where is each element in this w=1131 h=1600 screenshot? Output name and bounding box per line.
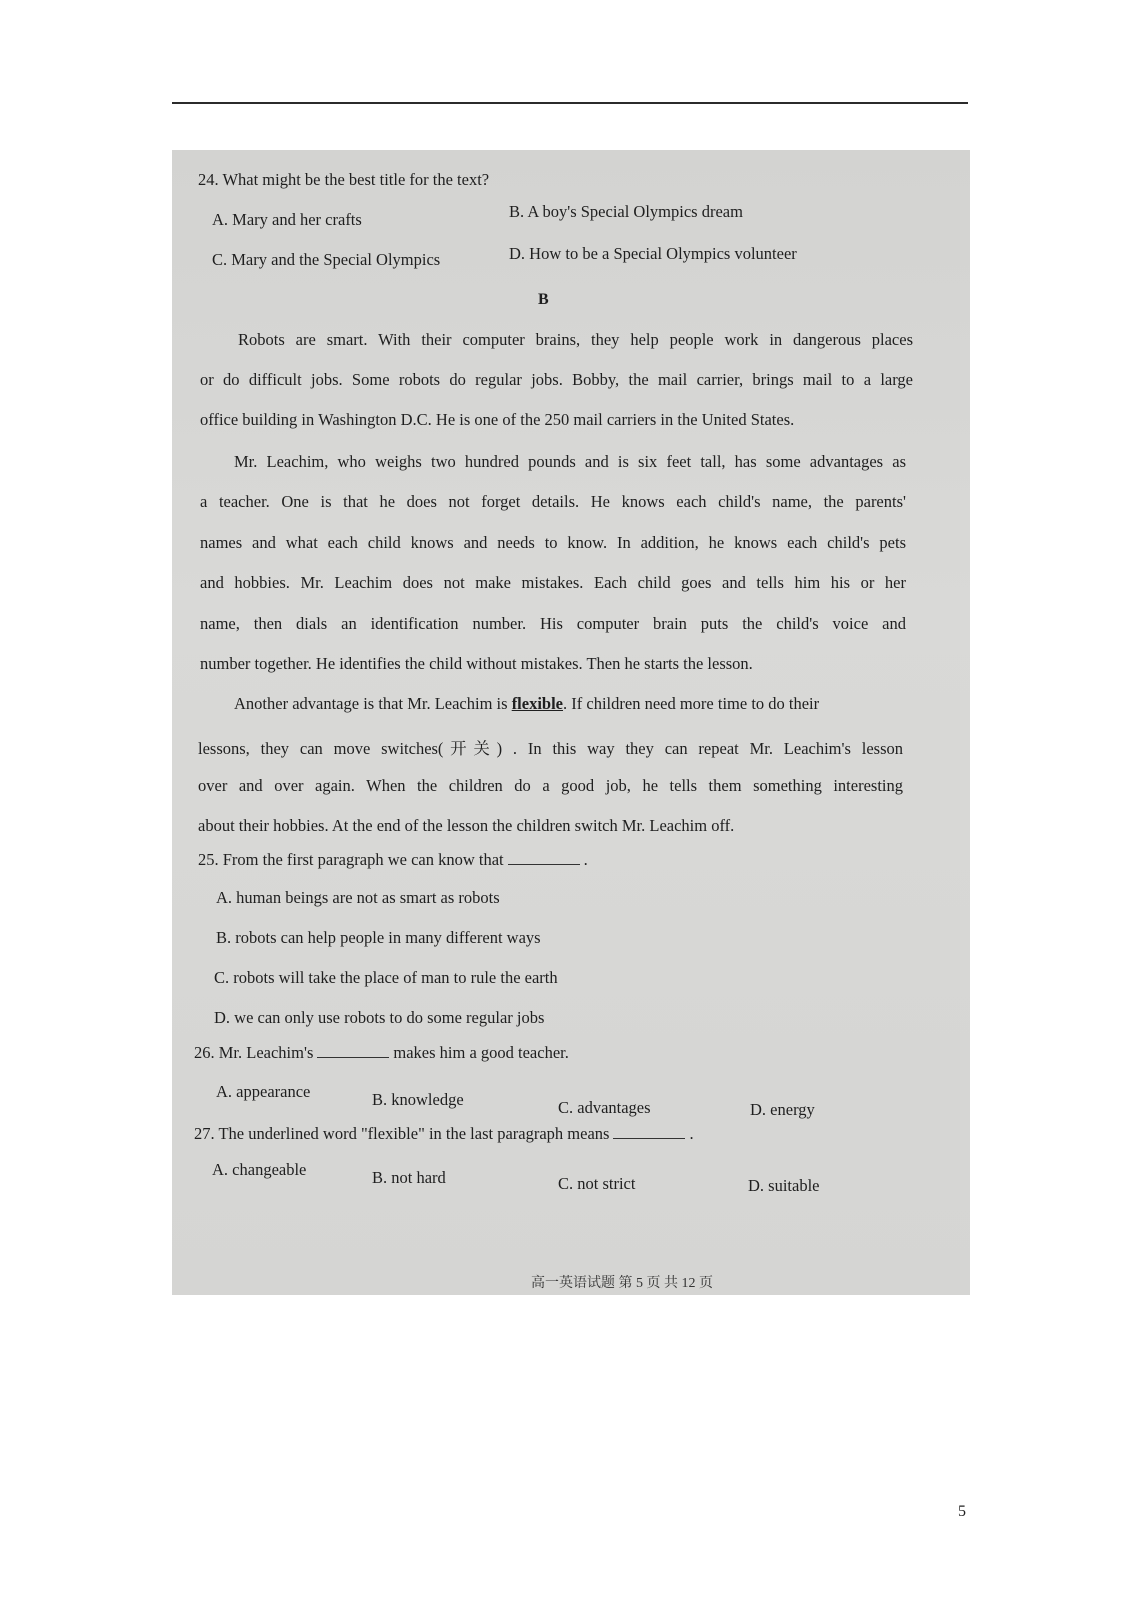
header-rule [172,102,968,104]
q25-option-c: C. robots will take the place of man to rule the earth [214,968,558,987]
q26-after: makes him a good teacher. [393,1043,569,1062]
q24-question: 24. What might be the best title for the text? [198,170,490,189]
p2-line-5: name, then dials an identification number. His computer brain puts the child's voice and [200,614,906,633]
q25-question [198,850,588,870]
scanned-exam-page [172,150,970,1295]
q25-text: 25. From the first paragraph we can know that [198,850,504,869]
answer-blank [508,864,580,865]
p2-line-4: and hobbies. Mr. Leachim does not make mistakes. Each child goes and tells him his or her [200,573,906,592]
q24-option-c: C. Mary and the Special Olympics [212,250,441,269]
q26-option-a: A. appearance [216,1082,311,1101]
p1-line-1: Robots are smart. With their computer brains, they help people work in dangerous places [238,330,913,349]
q27-option-b: B. not hard [372,1168,446,1187]
exam-page-footer: 高一英语试题 第 5 页 共 12 页 [531,1276,713,1291]
p3-line-1-after: . If children need more time to do their [563,694,820,713]
section-heading: B [538,291,549,308]
q26-option-b: B. knowledge [372,1090,464,1109]
p3-line-3: over and over again. When the children do a good job, he tells them something interesting [198,776,903,795]
q25-end: . [583,850,588,869]
q24-option-b: B. A boy's Special Olympics dream [509,202,743,221]
underlined-word-flexible: flexible [511,694,564,713]
p3-line-1-before: Another advantage is that Mr. Leachim is [234,694,512,713]
p1-line-3: office building in Washington D.C. He is one of the 250 mail carriers in the United States. [200,410,795,429]
p2-line-1: Mr. Leachim, who weighs two hundred pounds and is six feet tall, has some advantages as [234,452,906,471]
q24-option-d: D. How to be a Special Olympics volunteer [509,244,797,263]
p3-line-1 [234,694,819,714]
page-number: 5 [958,1503,966,1520]
q25-option-d: D. we can only use robots to do some regular jobs [214,1008,545,1027]
q26-option-d: D. energy [750,1100,815,1119]
q27-option-a: A. changeable [212,1160,307,1179]
p3-line-4: about their hobbies. At the end of the lesson the children switch Mr. Leachim off. [198,816,735,835]
q27-option-c: C. not strict [558,1174,636,1193]
q24-option-a: A. Mary and her crafts [212,210,362,229]
q25-option-b: B. robots can help people in many different ways [216,928,541,947]
q26-before: 26. Mr. Leachim's [194,1043,314,1062]
p1-line-2: or do difficult jobs. Some robots do regular jobs. Bobby, the mail carrier, brings mail to a large [200,370,913,389]
q27-end: . [689,1124,694,1143]
q27-option-d: D. suitable [748,1176,820,1195]
p2-line-3: names and what each child knows and needs to know. In addition, he knows each child's pets [200,533,906,552]
answer-blank [317,1057,389,1058]
q25-option-a: A. human beings are not as smart as robots [216,888,500,907]
answer-blank [613,1138,685,1139]
q26-question [194,1043,569,1063]
p3-line-2: lessons, they can move switches(开关) . In this way they can repeat Mr. Leachim's lesson [198,739,903,758]
q27-question [194,1124,694,1144]
q26-option-c: C. advantages [558,1098,651,1117]
p2-line-6: number together. He identifies the child without mistakes. Then he starts the lesson. [200,654,753,673]
q27-text: 27. The underlined word "flexible" in the last paragraph means [194,1124,610,1143]
p2-line-2: a teacher. One is that he does not forget details. He knows each child's name, the parents' [200,492,906,511]
